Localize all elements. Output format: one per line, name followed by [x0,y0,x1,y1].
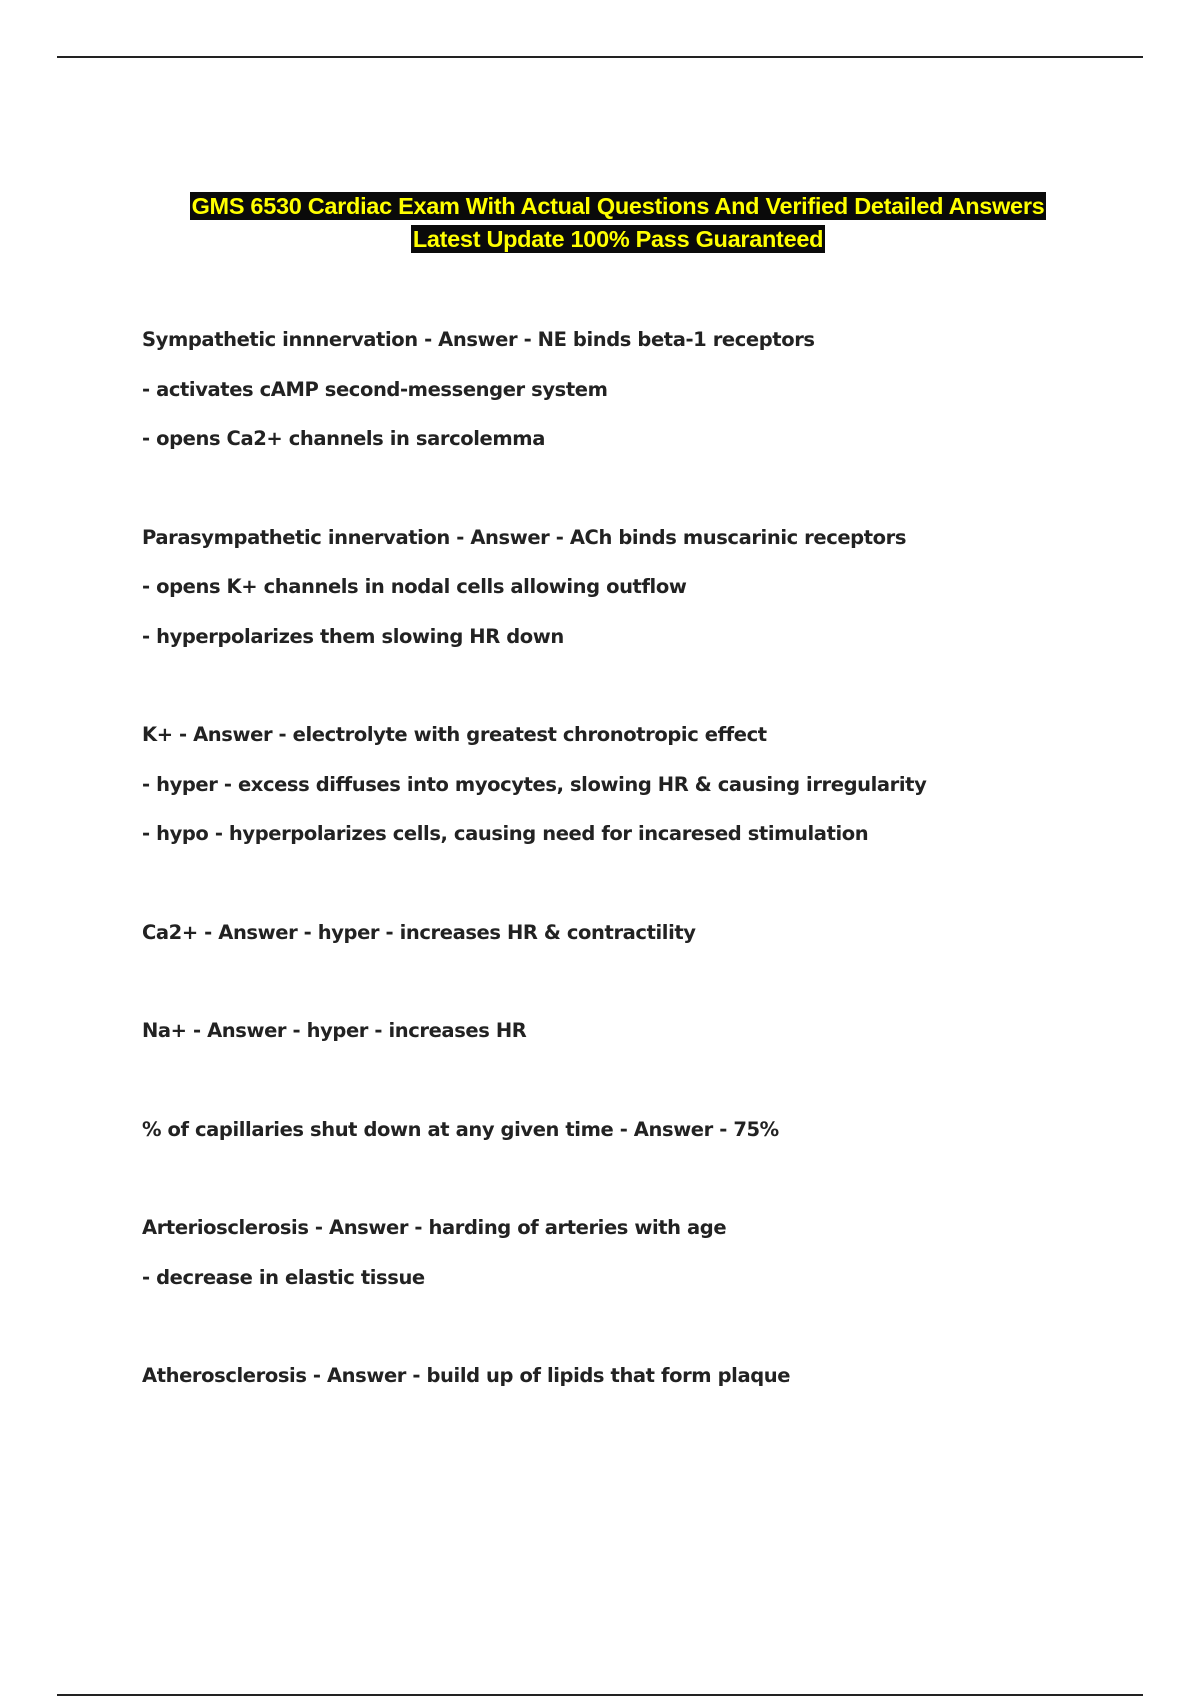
qa-detail: - opens K+ channels in nodal cells allowing outflow [142,575,687,598]
qa-entry-calcium [142,913,1142,963]
qa-detail: - decrease in elastic tissue [142,1265,425,1289]
qa-question: Arteriosclerosis - Answer - harding of arteries with age [142,1216,727,1239]
qa-entry-sympathetic [142,320,1142,469]
qa-entry-atherosclerosis [142,1356,1142,1406]
qa-entry-sodium [142,1011,1142,1061]
qa-detail: - hypo - hyperpolarizes cells, causing need for incaresed stimulation [142,822,869,845]
qa-question: K+ - Answer - electrolyte with greatest chronotropic effect [142,723,767,746]
qa-detail: - opens Ca2+ channels in sarcolemma [142,427,545,450]
qa-question: Ca2+ - Answer - hyper - increases HR & contractility [142,920,696,944]
qa-question: Atherosclerosis - Answer - build up of lipids that form plaque [142,1364,791,1387]
qa-list [142,320,1142,1406]
title-line-1: GMS 6530 Cardiac Exam With Actual Questions And Verified Detailed Answers [191,193,1045,219]
qa-entry-potassium [142,715,1142,864]
qa-entry-arteriosclerosis [142,1208,1142,1307]
qa-entry-capillaries [142,1110,1142,1160]
qa-question: Na+ - Answer - hyper - increases HR [142,1019,527,1042]
qa-detail: - activates cAMP second-messenger system [142,377,608,401]
title-line-2: Latest Update 100% Pass Guaranteed [412,226,824,252]
footer-divider [57,1694,1143,1696]
qa-detail: - hyperpolarizes them slowing HR down [142,624,564,648]
qa-detail: - hyper - excess diffuses into myocytes, slowing HR & causing irregularity [142,772,927,796]
qa-question: Parasympathetic innervation - Answer - ACh binds muscarinic receptors [142,525,907,549]
document-title [100,190,1136,256]
qa-question: Sympathetic innnervation - Answer - NE binds beta-1 receptors [142,328,815,351]
qa-entry-parasympathetic [142,518,1142,667]
header-divider [57,56,1143,58]
qa-question: % of capillaries shut down at any given time - Answer - 75% [142,1117,779,1141]
